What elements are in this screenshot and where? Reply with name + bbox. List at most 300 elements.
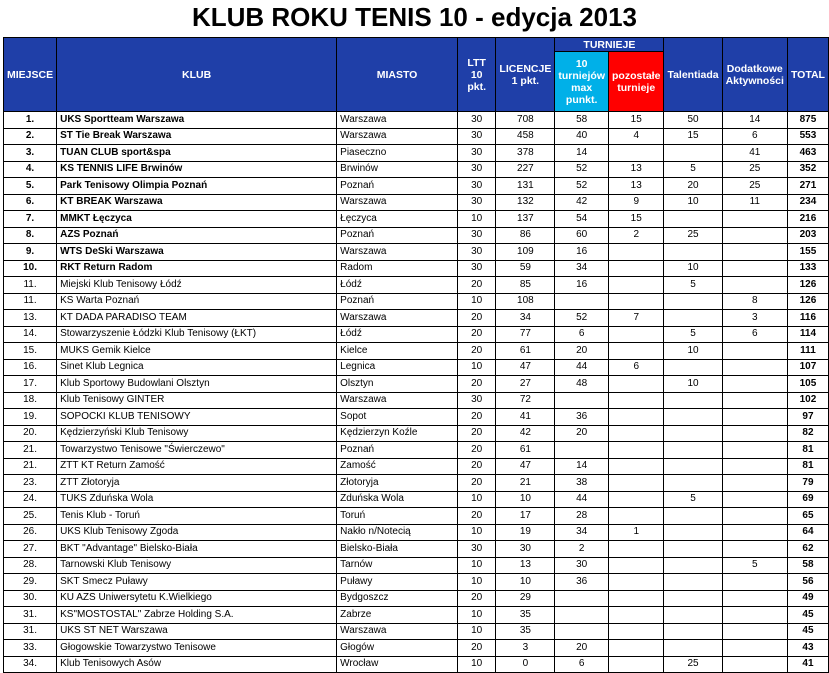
row-licencje: 132 (496, 194, 555, 211)
table-row (4, 128, 829, 145)
row-licencje: 42 (496, 425, 555, 442)
row-place: 8. (4, 227, 57, 244)
row-club: TUAN CLUB sport&spa (57, 145, 337, 162)
row-licencje: 227 (496, 161, 555, 178)
row-place: 5. (4, 178, 57, 195)
row-city: Piaseczno (337, 145, 458, 162)
row-talentiada (664, 557, 722, 574)
row-total: 105 (787, 376, 828, 393)
row-pozostale (609, 475, 664, 492)
row-city: Łódź (337, 277, 458, 294)
row-licencje: 378 (496, 145, 555, 162)
row-dodatkowe (722, 244, 787, 261)
row-place: 31. (4, 607, 57, 624)
row-ltt: 20 (457, 310, 496, 327)
row-club: Klub Tenisowy GINTER (57, 392, 337, 409)
header-licencje: LICENCJE 1 pkt. (496, 38, 555, 112)
row-club: WTS DeSki Warszawa (57, 244, 337, 261)
row-pozostale: 13 (609, 161, 664, 178)
row-city: Wrocław (337, 656, 458, 673)
row-place: 16. (4, 359, 57, 376)
table-row (4, 524, 829, 541)
table-row (4, 574, 829, 591)
row-pozostale (609, 409, 664, 426)
row-pozostale (609, 508, 664, 525)
row-talentiada: 5 (664, 326, 722, 343)
row-dodatkowe (722, 392, 787, 409)
row-dodatkowe (722, 640, 787, 657)
row-ltt: 20 (457, 640, 496, 657)
row-city: Warszawa (337, 244, 458, 261)
row-total: 102 (787, 392, 828, 409)
row-club: Kędzierzyński Klub Tenisowy (57, 425, 337, 442)
header-pozostale-turnieje: pozostałe turnieje (609, 52, 664, 112)
table-row (4, 194, 829, 211)
row-ltt: 20 (457, 376, 496, 393)
row-dodatkowe: 25 (722, 178, 787, 195)
table-row (4, 640, 829, 657)
row-10-turniejow: 42 (555, 194, 609, 211)
row-dodatkowe: 41 (722, 145, 787, 162)
table-row (4, 607, 829, 624)
row-total: 64 (787, 524, 828, 541)
row-city: Zabrze (337, 607, 458, 624)
row-place: 2. (4, 128, 57, 145)
row-place: 20. (4, 425, 57, 442)
row-place: 15. (4, 343, 57, 360)
row-total: 58 (787, 557, 828, 574)
row-total: 56 (787, 574, 828, 591)
header-turnieje: TURNIEJE (555, 38, 664, 52)
row-pozostale (609, 557, 664, 574)
row-10-turniejow: 20 (555, 425, 609, 442)
row-10-turniejow: 40 (555, 128, 609, 145)
table-row (4, 392, 829, 409)
table-row (4, 359, 829, 376)
row-ltt: 20 (457, 425, 496, 442)
row-dodatkowe: 25 (722, 161, 787, 178)
row-10-turniejow: 14 (555, 145, 609, 162)
row-licencje: 10 (496, 491, 555, 508)
row-talentiada (664, 574, 722, 591)
row-licencje: 13 (496, 557, 555, 574)
row-place: 30. (4, 590, 57, 607)
row-10-turniejow (555, 623, 609, 640)
row-talentiada: 10 (664, 260, 722, 277)
row-club: Stowarzyszenie Łódzki Klub Tenisowy (ŁKT) (57, 326, 337, 343)
row-pozostale: 4 (609, 128, 664, 145)
row-10-turniejow (555, 442, 609, 459)
row-club: Klub Sportowy Budowlani Olsztyn (57, 376, 337, 393)
row-ltt: 10 (457, 557, 496, 574)
row-ltt: 30 (457, 260, 496, 277)
row-city: Poznań (337, 293, 458, 310)
row-dodatkowe (722, 409, 787, 426)
row-talentiada: 20 (664, 178, 722, 195)
row-licencje: 47 (496, 458, 555, 475)
row-total: 45 (787, 607, 828, 624)
row-10-turniejow: 52 (555, 310, 609, 327)
row-talentiada (664, 442, 722, 459)
row-club: Towarzystwo Tenisowe "Świerczewo" (57, 442, 337, 459)
header-total: TOTAL (787, 38, 828, 112)
row-dodatkowe (722, 475, 787, 492)
row-city: Bielsko-Biała (337, 541, 458, 558)
row-place: 29. (4, 574, 57, 591)
row-total: 553 (787, 128, 828, 145)
row-dodatkowe (722, 359, 787, 376)
row-total: 82 (787, 425, 828, 442)
table-row (4, 244, 829, 261)
row-pozostale (609, 392, 664, 409)
row-city: Złotoryja (337, 475, 458, 492)
row-total: 216 (787, 211, 828, 228)
row-total: 352 (787, 161, 828, 178)
row-total: 45 (787, 623, 828, 640)
row-dodatkowe: 11 (722, 194, 787, 211)
row-talentiada (664, 145, 722, 162)
row-place: 14. (4, 326, 57, 343)
row-dodatkowe: 6 (722, 326, 787, 343)
row-licencje: 0 (496, 656, 555, 673)
row-ltt: 30 (457, 145, 496, 162)
row-ltt: 10 (457, 491, 496, 508)
row-10-turniejow: 16 (555, 277, 609, 294)
row-ltt: 30 (457, 128, 496, 145)
row-10-turniejow: 30 (555, 557, 609, 574)
row-ltt: 30 (457, 244, 496, 261)
row-ltt: 30 (457, 178, 496, 195)
row-city: Poznań (337, 178, 458, 195)
row-pozostale (609, 343, 664, 360)
row-licencje: 3 (496, 640, 555, 657)
row-pozostale (609, 376, 664, 393)
row-dodatkowe: 8 (722, 293, 787, 310)
row-10-turniejow (555, 590, 609, 607)
row-10-turniejow: 52 (555, 178, 609, 195)
row-licencje: 108 (496, 293, 555, 310)
row-club: Głogowskie Towarzystwo Tenisowe (57, 640, 337, 657)
row-city: Głogów (337, 640, 458, 657)
row-ltt: 10 (457, 574, 496, 591)
row-club: MUKS Gemik Kielce (57, 343, 337, 360)
row-talentiada (664, 211, 722, 228)
row-talentiada (664, 541, 722, 558)
row-place: 6. (4, 194, 57, 211)
row-licencje: 29 (496, 590, 555, 607)
row-talentiada (664, 409, 722, 426)
row-dodatkowe (722, 607, 787, 624)
row-10-turniejow: 54 (555, 211, 609, 228)
row-ltt: 30 (457, 194, 496, 211)
row-talentiada: 5 (664, 161, 722, 178)
row-total: 65 (787, 508, 828, 525)
row-ltt: 10 (457, 623, 496, 640)
row-pozostale (609, 590, 664, 607)
table-row (4, 475, 829, 492)
table-row (4, 227, 829, 244)
row-10-turniejow: 44 (555, 491, 609, 508)
row-place: 18. (4, 392, 57, 409)
row-club: KS Warta Poznań (57, 293, 337, 310)
row-10-turniejow: 34 (555, 524, 609, 541)
row-city: Sopot (337, 409, 458, 426)
row-dodatkowe (722, 541, 787, 558)
table-row (4, 425, 829, 442)
row-ltt: 30 (457, 112, 496, 129)
row-total: 79 (787, 475, 828, 492)
row-city: Warszawa (337, 310, 458, 327)
row-total: 133 (787, 260, 828, 277)
row-city: Łęczyca (337, 211, 458, 228)
row-talentiada (664, 458, 722, 475)
row-licencje: 17 (496, 508, 555, 525)
table-row (4, 260, 829, 277)
table-row (4, 409, 829, 426)
row-city: Zduńska Wola (337, 491, 458, 508)
row-pozostale (609, 425, 664, 442)
row-city: Warszawa (337, 128, 458, 145)
row-dodatkowe (722, 491, 787, 508)
row-place: 4. (4, 161, 57, 178)
table-row (4, 145, 829, 162)
row-ltt: 10 (457, 607, 496, 624)
row-pozostale: 1 (609, 524, 664, 541)
row-ltt: 20 (457, 326, 496, 343)
row-city: Brwinów (337, 161, 458, 178)
row-pozostale (609, 491, 664, 508)
row-ltt: 30 (457, 392, 496, 409)
table-row (4, 656, 829, 673)
row-pozostale (609, 145, 664, 162)
row-club: UKS Klub Tenisowy Zgoda (57, 524, 337, 541)
row-ltt: 20 (457, 442, 496, 459)
row-licencje: 35 (496, 623, 555, 640)
table-row (4, 343, 829, 360)
row-10-turniejow: 28 (555, 508, 609, 525)
row-ltt: 10 (457, 359, 496, 376)
row-club: ZTT KT Return Zamość (57, 458, 337, 475)
row-place: 24. (4, 491, 57, 508)
row-ltt: 20 (457, 458, 496, 475)
table-row (4, 541, 829, 558)
row-dodatkowe: 3 (722, 310, 787, 327)
row-place: 11. (4, 277, 57, 294)
ranking-rows (4, 112, 829, 673)
row-total: 114 (787, 326, 828, 343)
table-row (4, 376, 829, 393)
row-licencje: 30 (496, 541, 555, 558)
row-licencje: 35 (496, 607, 555, 624)
row-dodatkowe (722, 211, 787, 228)
row-place: 33. (4, 640, 57, 657)
row-dodatkowe (722, 260, 787, 277)
row-club: KU AZS Uniwersytetu K.Wielkiego (57, 590, 337, 607)
row-city: Kielce (337, 343, 458, 360)
header-miejsce: MIEJSCE (4, 38, 57, 112)
row-dodatkowe: 6 (722, 128, 787, 145)
row-dodatkowe (722, 623, 787, 640)
row-total: 111 (787, 343, 828, 360)
row-licencje: 34 (496, 310, 555, 327)
row-pozostale (609, 260, 664, 277)
row-dodatkowe (722, 277, 787, 294)
row-10-turniejow: 16 (555, 244, 609, 261)
row-club: MMKT Łęczyca (57, 211, 337, 228)
row-licencje: 77 (496, 326, 555, 343)
row-licencje: 59 (496, 260, 555, 277)
table-row (4, 442, 829, 459)
row-club: Park Tenisowy Olimpia Poznań (57, 178, 337, 195)
row-club: UKS Sportteam Warszawa (57, 112, 337, 129)
row-licencje: 137 (496, 211, 555, 228)
row-city: Radom (337, 260, 458, 277)
row-club: AZS Poznań (57, 227, 337, 244)
row-ltt: 20 (457, 475, 496, 492)
row-pozostale: 6 (609, 359, 664, 376)
row-dodatkowe (722, 227, 787, 244)
row-pozostale: 2 (609, 227, 664, 244)
row-10-turniejow: 38 (555, 475, 609, 492)
row-ltt: 30 (457, 161, 496, 178)
row-dodatkowe (722, 343, 787, 360)
row-city: Łódź (337, 326, 458, 343)
row-10-turniejow: 14 (555, 458, 609, 475)
row-10-turniejow (555, 293, 609, 310)
table-row (4, 508, 829, 525)
row-dodatkowe (722, 376, 787, 393)
row-total: 97 (787, 409, 828, 426)
row-pozostale (609, 442, 664, 459)
row-talentiada: 50 (664, 112, 722, 129)
row-licencje: 61 (496, 343, 555, 360)
row-talentiada (664, 475, 722, 492)
row-ltt: 10 (457, 524, 496, 541)
row-talentiada (664, 640, 722, 657)
row-ltt: 20 (457, 508, 496, 525)
table-row (4, 277, 829, 294)
row-city: Poznań (337, 227, 458, 244)
row-club: RKT Return Radom (57, 260, 337, 277)
row-club: BKT "Advantage" Bielsko-Biała (57, 541, 337, 558)
row-ltt: 20 (457, 343, 496, 360)
row-pozostale (609, 640, 664, 657)
row-pozostale: 15 (609, 211, 664, 228)
row-city: Zamość (337, 458, 458, 475)
row-club: KT DADA PARADISO TEAM (57, 310, 337, 327)
row-total: 41 (787, 656, 828, 673)
row-ltt: 30 (457, 541, 496, 558)
header-klub: KLUB (57, 38, 337, 112)
row-licencje: 131 (496, 178, 555, 195)
row-place: 1. (4, 112, 57, 129)
row-place: 9. (4, 244, 57, 261)
row-city: Warszawa (337, 392, 458, 409)
row-total: 43 (787, 640, 828, 657)
table-row (4, 623, 829, 640)
row-10-turniejow: 2 (555, 541, 609, 558)
row-pozostale (609, 656, 664, 673)
row-place: 27. (4, 541, 57, 558)
row-place: 10. (4, 260, 57, 277)
row-total: 62 (787, 541, 828, 558)
row-total: 463 (787, 145, 828, 162)
row-city: Olsztyn (337, 376, 458, 393)
row-dodatkowe (722, 590, 787, 607)
row-talentiada: 10 (664, 376, 722, 393)
row-ltt: 20 (457, 590, 496, 607)
row-pozostale (609, 541, 664, 558)
row-pozostale (609, 326, 664, 343)
row-10-turniejow: 6 (555, 326, 609, 343)
row-place: 7. (4, 211, 57, 228)
header-10-turniejow: 10 turniejów max punkt. (555, 52, 609, 112)
row-10-turniejow: 20 (555, 343, 609, 360)
row-10-turniejow: 58 (555, 112, 609, 129)
row-talentiada (664, 244, 722, 261)
row-licencje: 19 (496, 524, 555, 541)
row-city: Warszawa (337, 623, 458, 640)
row-pozostale (609, 607, 664, 624)
row-total: 126 (787, 277, 828, 294)
page-title: KLUB ROKU TENIS 10 - edycja 2013 (191, 2, 638, 32)
row-club: ST Tie Break Warszawa (57, 128, 337, 145)
row-talentiada: 10 (664, 194, 722, 211)
row-total: 875 (787, 112, 828, 129)
row-10-turniejow (555, 607, 609, 624)
table-row (4, 178, 829, 195)
row-total: 69 (787, 491, 828, 508)
ranking-table (3, 37, 829, 673)
row-10-turniejow: 34 (555, 260, 609, 277)
row-dodatkowe (722, 656, 787, 673)
row-ltt: 10 (457, 293, 496, 310)
table-row (4, 310, 829, 327)
row-club: SOPOCKI KLUB TENISOWY (57, 409, 337, 426)
row-licencje: 61 (496, 442, 555, 459)
row-pozostale (609, 574, 664, 591)
row-total: 203 (787, 227, 828, 244)
row-pozostale: 9 (609, 194, 664, 211)
table-row (4, 161, 829, 178)
row-talentiada (664, 607, 722, 624)
row-pozostale: 15 (609, 112, 664, 129)
table-row (4, 293, 829, 310)
row-10-turniejow (555, 392, 609, 409)
row-place: 21. (4, 442, 57, 459)
table-row (4, 590, 829, 607)
row-club: ZTT Złotoryja (57, 475, 337, 492)
row-talentiada (664, 293, 722, 310)
row-city: Toruń (337, 508, 458, 525)
row-talentiada (664, 392, 722, 409)
row-club: Sinet Klub Legnica (57, 359, 337, 376)
row-licencje: 47 (496, 359, 555, 376)
row-ltt: 10 (457, 211, 496, 228)
header-ltt: LTT 10 pkt. (457, 38, 496, 112)
row-talentiada (664, 425, 722, 442)
row-talentiada (664, 623, 722, 640)
row-city: Tarnów (337, 557, 458, 574)
row-licencje: 109 (496, 244, 555, 261)
table-row (4, 557, 829, 574)
row-dodatkowe: 14 (722, 112, 787, 129)
row-10-turniejow: 6 (555, 656, 609, 673)
row-licencje: 708 (496, 112, 555, 129)
row-club: Klub Tenisowych Asów (57, 656, 337, 673)
row-ltt: 20 (457, 277, 496, 294)
row-talentiada (664, 359, 722, 376)
